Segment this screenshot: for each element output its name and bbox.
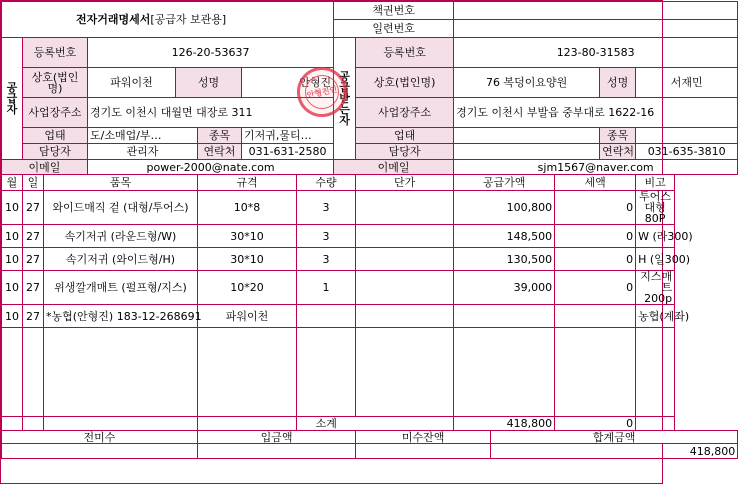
item-spec: 파워이천 [198,305,297,328]
title-main: 전자거래명세서 [76,13,151,26]
item-day: 27 [23,271,44,305]
item-tax: 0 [555,271,636,305]
item-tax: 0 [555,191,636,225]
item-supply-amount [454,305,555,328]
item-unit-price [356,305,454,328]
col-item: 품목 [44,175,198,191]
item-note: H (일300) [636,248,675,271]
item-name: 위생깔개매트 (펄프형/지스) [44,271,198,305]
item-name: 와이드매직 겉 (대형/투어스) [44,191,198,225]
item-qty: 3 [297,248,356,271]
received-label: 입금액 [198,431,356,444]
receiver-reg-label: 등록번호 [356,38,454,68]
receiver-reg-number: 123-80-31583 [454,38,738,68]
item-month: 10 [2,271,23,305]
supplier-side-label: 공급자 [2,38,23,160]
item-month: 10 [2,305,23,328]
supplier-business-type: 도/소매업/부… [88,128,198,144]
col-note: 비고 [636,175,675,191]
item-supply-amount: 148,500 [454,225,555,248]
item-note: 지스매트 200p [636,271,675,305]
item-note: W (라300) [636,225,675,248]
supplier-address-label: 사업장주소 [23,98,88,128]
item-note: 투어스 대형80P [636,191,675,225]
supplier-phone: 031-631-2580 [242,144,334,160]
item-qty: 3 [297,225,356,248]
supplier-business-item: 기저귀,물티… [242,128,334,144]
receiver-manager [454,144,600,160]
subtotal-label: 소계 [297,417,356,431]
item-name: *농협(안형진) 183-12-268691 [44,305,198,328]
supplier-address: 경기도 이천시 대월면 대장로 311 [88,98,334,128]
receiver-address: 경기도 이천시 부발읍 중부대로 1622-16 [454,98,738,128]
item-day: 27 [23,248,44,271]
receiver-type-label: 업태 [356,128,454,144]
item-month: 10 [2,191,23,225]
supplier-name-label: 상호(법인명) [23,68,88,98]
item-tax: 0 [555,248,636,271]
table-row [2,305,738,328]
item-tax: 0 [555,225,636,248]
item-qty: 1 [297,271,356,305]
receiver-manager-label: 담당자 [356,144,454,160]
subtotal-supply: 418,800 [454,417,555,431]
receiver-address-label: 사업장주소 [356,98,454,128]
item-unit-price [356,248,454,271]
supplier-email: power-2000@nate.com [88,160,334,175]
col-supply-amount: 공급가액 [454,175,555,191]
col-month: 월 [2,175,23,191]
item-qty: 3 [297,191,356,225]
supplier-reg-label: 등록번호 [23,38,88,68]
item-day: 27 [23,191,44,225]
item-name: 속기저귀 (와이드형/H) [44,248,198,271]
total-label: 합계금액 [491,431,738,444]
supplier-manager: 관리자 [88,144,198,160]
item-day: 27 [23,225,44,248]
col-tax: 세액 [555,175,636,191]
receiver-email: sjm1567@naver.com [454,160,738,175]
supplier-reg-number: 126-20-53637 [88,38,334,68]
table-row-empty [2,328,738,417]
item-unit-price [356,225,454,248]
serial-number-value [454,20,738,38]
col-qty: 수량 [297,175,356,191]
seal-text: 안형진인 [305,84,339,100]
receiver-side-label: 공급받는자 [334,38,356,160]
supplier-phone-label: 연락처 [198,144,242,160]
serial-number-label: 일련번호 [334,20,454,38]
supplier-email-label: 이메일 [2,160,88,175]
item-qty [297,305,356,328]
supplier-rep-label: 성명 [176,68,242,98]
item-unit-price [356,191,454,225]
item-note: 농협(계좌) [636,305,675,328]
item-day: 27 [23,305,44,328]
total-value: 418,800 [491,444,738,459]
receiver-business-item [636,128,738,144]
receiver-item-label: 종목 [600,128,636,144]
receiver-business-type [454,128,600,144]
table-row [2,191,738,225]
item-supply-amount: 130,500 [454,248,555,271]
book-number-value [454,2,738,20]
item-month: 10 [2,225,23,248]
item-spec: 30*10 [198,225,297,248]
item-unit-price [356,271,454,305]
receiver-rep: 서재민 [636,68,738,98]
col-spec: 규격 [198,175,297,191]
item-supply-amount: 39,000 [454,271,555,305]
table-row [2,248,738,271]
receiver-phone: 031-635-3810 [636,144,738,160]
supplier-type-label: 업태 [23,128,88,144]
document-title [2,2,334,38]
receiver-rep-label: 성명 [600,68,636,98]
item-supply-amount: 100,800 [454,191,555,225]
balance-value [356,444,491,459]
table-row [2,271,738,305]
subtotal-tax: 0 [555,417,636,431]
supplier-rep: 안형진 [242,68,334,98]
unpaid-label: 전미수 [2,431,198,444]
item-name: 속기저귀 (라운드형/W) [44,225,198,248]
col-unit-price: 단가 [356,175,454,191]
item-spec: 10*20 [198,271,297,305]
title-subtitle: [공급자 보관용] [150,13,227,26]
table-row [2,225,738,248]
receiver-email-label: 이메일 [334,160,454,175]
receiver-phone-label: 연락처 [600,144,636,160]
receiver-name-label: 상호(법인명) [356,68,454,98]
item-month: 10 [2,248,23,271]
item-spec: 30*10 [198,248,297,271]
supplier-name: 파워이천 [88,68,176,98]
unpaid-value [2,444,198,459]
received-value [198,444,356,459]
book-number-label: 책권번호 [334,2,454,20]
supplier-item-label: 종목 [198,128,242,144]
supplier-manager-label: 담당자 [23,144,88,160]
item-tax [555,305,636,328]
col-day: 일 [23,175,44,191]
statement-table [1,1,738,459]
balance-label: 미수잔액 [356,431,491,444]
receiver-name: 76 복덩이요양원 [454,68,600,98]
item-spec: 10*8 [198,191,297,225]
